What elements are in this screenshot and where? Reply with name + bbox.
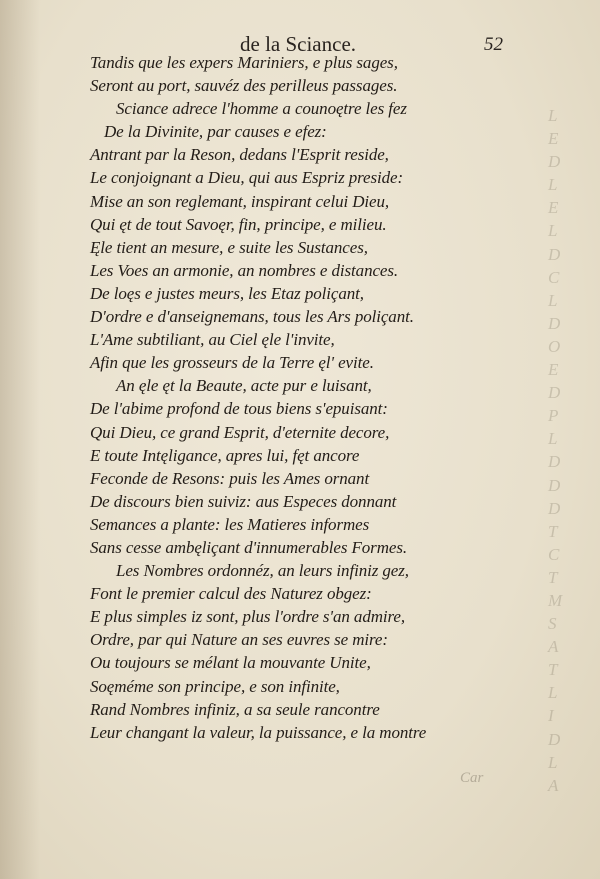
catchword: Car bbox=[460, 770, 484, 786]
verse-line: Semances a plante: les Matieres informes bbox=[90, 514, 370, 534]
running-head: de la Sciance. bbox=[240, 32, 357, 56]
verse-line: Sans cesse ambęliçant d'innumerables Formes. bbox=[90, 537, 407, 557]
verse-line: Les Nombres ordonnéz, an leurs infiniz gez, bbox=[116, 561, 409, 581]
show-through-text: L E D L E L D C L D O E D P L D D D T C T M S A T L I D L A bbox=[548, 106, 563, 795]
verse-line: Les Voes an armonie, an nombres e distances. bbox=[90, 260, 399, 280]
verse-line: Qui Dieu, ce grand Esprit, d'eternite decore, bbox=[90, 422, 390, 442]
verse-line: Seront au port, sauvéz des perilleus passages. bbox=[90, 76, 398, 96]
verse-line: Rand Nombres infiniz, a sa seule rancontre bbox=[90, 699, 380, 719]
verse-line: Font le premier calcul des Naturez obgez: bbox=[90, 584, 372, 604]
verse-line: Qui ęt de tout Savoęr, fin, principe, e milieu. bbox=[90, 214, 387, 234]
verse-line: E plus simples iz sont, plus l'ordre s'an admire, bbox=[90, 607, 405, 627]
verse-line: De l'abime profond de tous biens s'epuisant: bbox=[90, 399, 388, 419]
verse-line: Ordre, par qui Nature an ses euvres se mire: bbox=[90, 630, 388, 650]
verse-line: Soęméme son principe, e son infinite, bbox=[90, 676, 340, 696]
verse-line: De loęs e justes meurs, les Etaz poliçant, bbox=[90, 283, 364, 303]
verse-block bbox=[90, 51, 530, 744]
verse-line: E toute Intęligance, apres lui, fęt ancore bbox=[90, 445, 360, 465]
verse-line: L'Ame subtiliant, au Ciel ęle l'invite, bbox=[90, 330, 335, 350]
verse-line: An ęle ęt la Beaute, acte pur e luisant, bbox=[116, 376, 372, 396]
verse-line: Leur changant la valeur, la puissance, e la montre bbox=[90, 722, 427, 742]
verse-line: Tandis que les expers Mariniers, e plus sages, bbox=[90, 53, 398, 72]
verse-line: De discours bien suiviz: aus Especes donnant bbox=[90, 491, 397, 511]
verse-line: Le conjoignant a Dieu, qui aus Espriz preside: bbox=[90, 168, 404, 188]
verse-line: Ou toujours se mélant la mouvante Unite, bbox=[90, 653, 371, 673]
verse-line: Feconde de Resons: puis les Ames ornant bbox=[90, 468, 370, 488]
verse-line: Mise an son reglemant, inspirant celui Dieu, bbox=[90, 191, 390, 211]
verse-line: Antrant par la Reson, dedans l'Esprit reside, bbox=[90, 145, 389, 165]
gutter-shadow bbox=[0, 0, 40, 879]
verse-line: De la Divinite, par causes e efez: bbox=[104, 122, 327, 142]
verse-line: Ęle tient an mesure, e suite les Sustances, bbox=[90, 237, 368, 257]
verse-line: Sciance adrece l'homme a counoętre les fez bbox=[116, 99, 407, 119]
verse-line: D'ordre e d'anseignemans, tous les Ars poliçant. bbox=[90, 307, 414, 327]
page-number: 52 bbox=[484, 34, 503, 55]
verse-line: Afin que les grosseurs de la Terre ęl' evite. bbox=[90, 353, 374, 373]
